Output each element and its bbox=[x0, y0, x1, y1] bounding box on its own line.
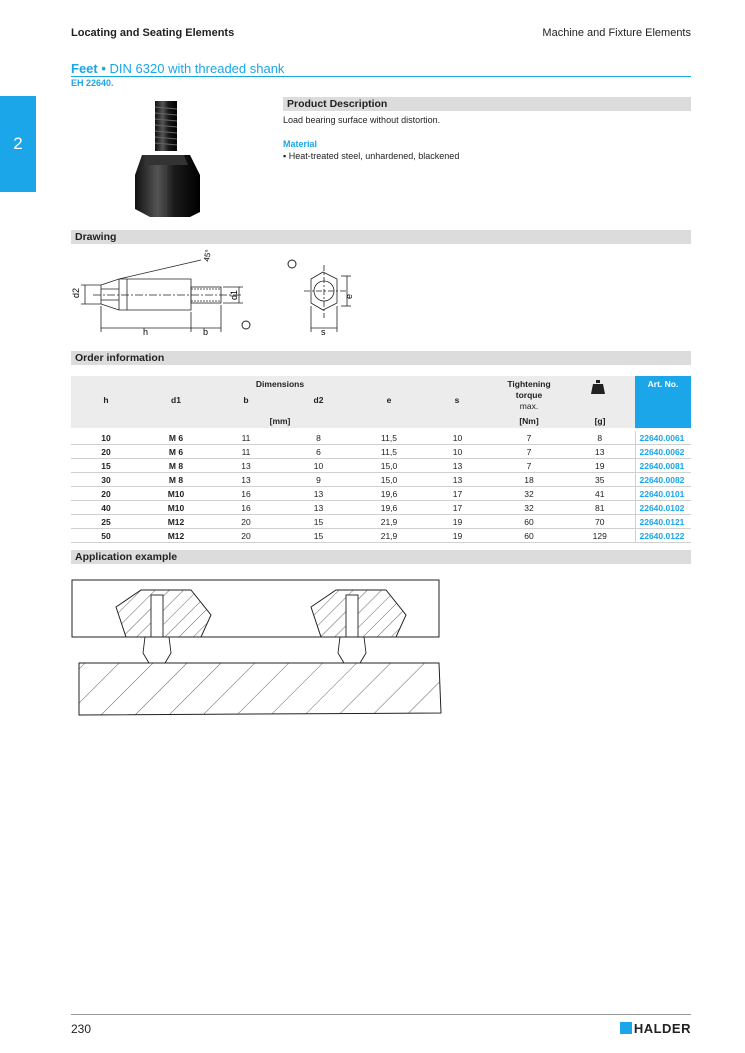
table-row bbox=[71, 529, 691, 543]
title-bullet: • bbox=[101, 61, 106, 76]
cell-d1: M 6 bbox=[141, 431, 211, 445]
drawing-heading: Drawing bbox=[71, 230, 691, 244]
cell-d2: 15 bbox=[281, 529, 356, 543]
label-angle: 45° bbox=[202, 248, 214, 263]
application-illustration bbox=[71, 575, 443, 720]
cell-g: 70 bbox=[565, 515, 635, 529]
cell-d2: 13 bbox=[281, 487, 356, 501]
cell-h: 20 bbox=[71, 445, 141, 459]
cell-e: 15,0 bbox=[356, 459, 422, 473]
g-unit: [g] bbox=[594, 416, 606, 426]
technical-drawing bbox=[71, 248, 371, 343]
cell-t: 18 bbox=[493, 473, 565, 487]
header-catalog-title: Machine and Fixture Elements bbox=[542, 27, 691, 39]
table-row bbox=[71, 515, 691, 529]
cell-e: 19,6 bbox=[356, 501, 422, 515]
application-example-heading: Application example bbox=[71, 550, 691, 564]
col-torque-line1: Tightening bbox=[507, 379, 551, 389]
table-row bbox=[71, 501, 691, 515]
col-torque-line3: max. bbox=[519, 401, 539, 411]
cell-g: 129 bbox=[565, 529, 635, 543]
art-no-link[interactable]: 22640.0121 bbox=[635, 515, 691, 529]
cell-h: 50 bbox=[71, 529, 141, 543]
cell-b: 13 bbox=[211, 459, 281, 473]
cell-d2: 15 bbox=[281, 515, 356, 529]
cell-h: 20 bbox=[71, 487, 141, 501]
product-description-heading: Product Description bbox=[283, 97, 691, 111]
cell-g: 41 bbox=[565, 487, 635, 501]
cell-d1: M 8 bbox=[141, 459, 211, 473]
product-title-bold: Feet bbox=[71, 61, 98, 76]
cell-e: 15,0 bbox=[356, 473, 422, 487]
col-s: s bbox=[454, 395, 460, 405]
cell-s: 10 bbox=[422, 445, 493, 459]
cell-d1: M12 bbox=[141, 529, 211, 543]
square-bullet-icon: ▪ bbox=[283, 151, 289, 161]
cell-h: 10 bbox=[71, 431, 141, 445]
product-description-text: Load bearing surface without distortion. bbox=[283, 115, 441, 125]
cell-d1: M10 bbox=[141, 487, 211, 501]
cell-d2: 10 bbox=[281, 459, 356, 473]
cell-e: 21,9 bbox=[356, 515, 422, 529]
surface-symbol-icon bbox=[242, 321, 250, 329]
surface-symbol-icon bbox=[288, 260, 296, 268]
cell-h: 15 bbox=[71, 459, 141, 473]
cell-g: 8 bbox=[565, 431, 635, 445]
art-no-link[interactable]: 22640.0122 bbox=[635, 529, 691, 543]
material-item-text: Heat-treated steel, unhardened, blackened bbox=[288, 151, 460, 161]
cell-b: 16 bbox=[211, 487, 281, 501]
cell-t: 32 bbox=[493, 501, 565, 515]
product-photo bbox=[130, 97, 225, 219]
col-e: e bbox=[386, 395, 392, 405]
product-title bbox=[71, 61, 284, 76]
product-title-rest: DIN 6320 with threaded shank bbox=[109, 61, 285, 76]
dimensions-header: Dimensions bbox=[255, 379, 305, 389]
cell-d2: 8 bbox=[281, 431, 356, 445]
art-no-link[interactable]: 22640.0101 bbox=[635, 487, 691, 501]
cell-e: 11,5 bbox=[356, 445, 422, 459]
cell-d1: M 8 bbox=[141, 473, 211, 487]
cell-t: 7 bbox=[493, 445, 565, 459]
cell-b: 20 bbox=[211, 529, 281, 543]
table-row bbox=[71, 487, 691, 501]
col-b: b bbox=[243, 395, 249, 405]
cell-s: 13 bbox=[422, 473, 493, 487]
cell-b: 11 bbox=[211, 431, 281, 445]
art-no-link[interactable]: 22640.0061 bbox=[635, 431, 691, 445]
material-heading: Material bbox=[283, 139, 318, 149]
logo-mark-icon bbox=[620, 1022, 632, 1034]
col-d1: d1 bbox=[171, 395, 181, 405]
footer-line bbox=[71, 1014, 691, 1015]
label-b: b bbox=[203, 327, 209, 337]
cell-g: 19 bbox=[565, 459, 635, 473]
cell-g: 13 bbox=[565, 445, 635, 459]
order-table bbox=[71, 431, 691, 543]
table-row bbox=[71, 473, 691, 487]
cell-d1: M10 bbox=[141, 501, 211, 515]
cell-d2: 9 bbox=[281, 473, 356, 487]
cell-g: 35 bbox=[565, 473, 635, 487]
label-d2: d2 bbox=[71, 287, 81, 298]
mm-unit: [mm] bbox=[269, 416, 291, 426]
nm-unit: [Nm] bbox=[519, 416, 539, 426]
cell-b: 20 bbox=[211, 515, 281, 529]
cell-d2: 13 bbox=[281, 501, 356, 515]
halder-logo bbox=[620, 1021, 691, 1036]
cell-h: 40 bbox=[71, 501, 141, 515]
label-d1: d1 bbox=[229, 289, 239, 300]
cell-e: 19,6 bbox=[356, 487, 422, 501]
cell-b: 16 bbox=[211, 501, 281, 515]
cell-t: 60 bbox=[493, 515, 565, 529]
art-no-link[interactable]: 22640.0102 bbox=[635, 501, 691, 515]
label-h: h bbox=[143, 327, 149, 337]
header-chapter-title: Locating and Seating Elements bbox=[71, 27, 235, 39]
art-no-link[interactable]: 22640.0082 bbox=[635, 473, 691, 487]
art-no-link[interactable]: 22640.0062 bbox=[635, 445, 691, 459]
cell-s: 19 bbox=[422, 515, 493, 529]
weight-icon bbox=[591, 380, 605, 394]
col-d2: d2 bbox=[313, 395, 324, 405]
cell-e: 21,9 bbox=[356, 529, 422, 543]
table-row bbox=[71, 459, 691, 473]
cell-d1: M12 bbox=[141, 515, 211, 529]
cell-s: 17 bbox=[422, 487, 493, 501]
art-no-link[interactable]: 22640.0081 bbox=[635, 459, 691, 473]
cell-e: 11,5 bbox=[356, 431, 422, 445]
cell-b: 11 bbox=[211, 445, 281, 459]
cell-s: 19 bbox=[422, 529, 493, 543]
eh-number: EH 22640. bbox=[71, 78, 114, 88]
col-torque-line2: torque bbox=[515, 390, 543, 400]
cell-g: 81 bbox=[565, 501, 635, 515]
col-h: h bbox=[103, 395, 109, 405]
cell-b: 13 bbox=[211, 473, 281, 487]
label-e: e bbox=[344, 293, 354, 299]
title-underline bbox=[71, 76, 691, 77]
cell-t: 60 bbox=[493, 529, 565, 543]
cell-s: 17 bbox=[422, 501, 493, 515]
cell-d1: M 6 bbox=[141, 445, 211, 459]
cell-h: 30 bbox=[71, 473, 141, 487]
label-s: s bbox=[321, 327, 326, 337]
cell-t: 7 bbox=[493, 431, 565, 445]
logo-text: HALDER bbox=[633, 1021, 691, 1036]
table-row bbox=[71, 445, 691, 459]
cell-d2: 6 bbox=[281, 445, 356, 459]
table-row bbox=[71, 431, 691, 445]
cell-s: 13 bbox=[422, 459, 493, 473]
material-item bbox=[283, 151, 459, 161]
cell-h: 25 bbox=[71, 515, 141, 529]
page-number: 230 bbox=[71, 1022, 92, 1036]
cell-t: 7 bbox=[493, 459, 565, 473]
cell-t: 32 bbox=[493, 487, 565, 501]
art-no-header: Art. No. bbox=[635, 376, 691, 428]
chapter-tab[interactable]: 2 bbox=[0, 96, 36, 192]
order-information-heading: Order information bbox=[71, 351, 691, 365]
cell-s: 10 bbox=[422, 431, 493, 445]
